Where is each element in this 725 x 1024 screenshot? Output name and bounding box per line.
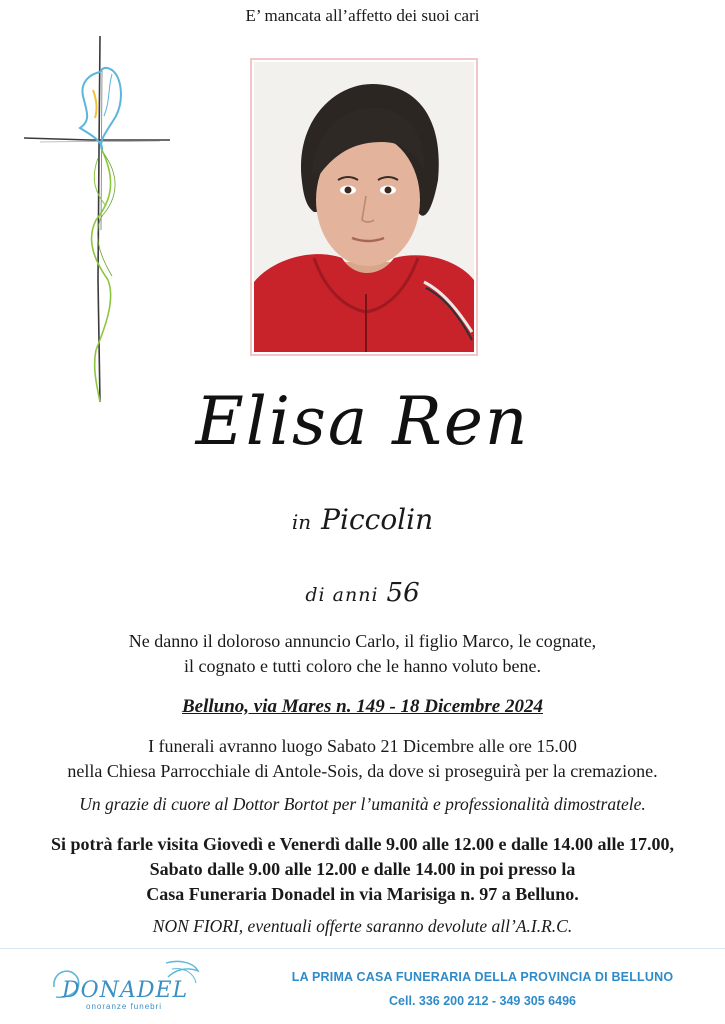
announcement bbox=[0, 629, 725, 679]
footer-divider bbox=[0, 948, 725, 949]
donadel-logo bbox=[48, 957, 228, 1015]
no-flowers-note: NON FIORI, eventuali offerte saranno devolute all’A.I.R.C. bbox=[152, 916, 573, 936]
announcement-line-1: Ne danno il doloroso annuncio Carlo, il figlio Marco, le cognate, bbox=[128, 631, 597, 651]
age-value: 56 bbox=[386, 578, 420, 608]
logo-wordmark: DONADEL bbox=[62, 978, 189, 1003]
funeral-line-1: I funerali avranno luogo Sabato 21 Dicembre alle ore 15.00 bbox=[148, 736, 577, 756]
cross-lily-icon bbox=[20, 30, 180, 410]
footer-tagline: LA PRIMA CASA FUNERARIA DELLA PROVINCIA DI BELLUNO bbox=[291, 970, 674, 984]
place-date bbox=[0, 696, 725, 718]
visit-info bbox=[0, 832, 725, 907]
married-name bbox=[0, 503, 725, 536]
logo-subtitle: onoranze funebri bbox=[86, 1002, 163, 1011]
announcement-line-2: il cognato e tutti coloro che le hanno voluto bene. bbox=[184, 656, 541, 676]
footer-contact: Cell. 336 200 212 - 349 305 6496 bbox=[389, 994, 576, 1008]
funeral-line-2: nella Chiesa Parrocchiale di Antole-Sois, da dove si proseguirà per la cremazione. bbox=[67, 761, 658, 781]
portrait-photo bbox=[254, 62, 474, 352]
intro-text: E’ mancata all’affetto dei suoi cari bbox=[245, 6, 480, 25]
visit-line-2: Sabato dalle 9.00 alle 12.00 e dalle 14.00 in poi presso la bbox=[149, 859, 576, 879]
portrait-frame bbox=[250, 58, 478, 356]
visit-line-1: Si potrà farle visita Giovedì e Venerdì dalle 9.00 alle 12.00 e dalle 14.00 alle 17.00, bbox=[51, 834, 674, 854]
age-prefix: di anni bbox=[305, 584, 379, 606]
married-prefix: in bbox=[291, 510, 312, 534]
married-surname: Piccolin bbox=[321, 503, 434, 536]
funeral-info bbox=[0, 734, 725, 784]
deceased-name: Elisa Ren bbox=[195, 383, 530, 460]
age-line bbox=[0, 578, 725, 608]
thanks-text: Un grazie di cuore al Dottor Bortot per l’umanità e professionalità dimostratele. bbox=[79, 794, 646, 814]
visit-line-3: Casa Funeraria Donadel in via Marisiga n. 97 a Belluno. bbox=[146, 884, 579, 904]
portrait-illustration bbox=[254, 62, 474, 352]
place-date-text: Belluno, via Mares n. 149 - 18 Dicembre 2024 bbox=[182, 696, 543, 717]
